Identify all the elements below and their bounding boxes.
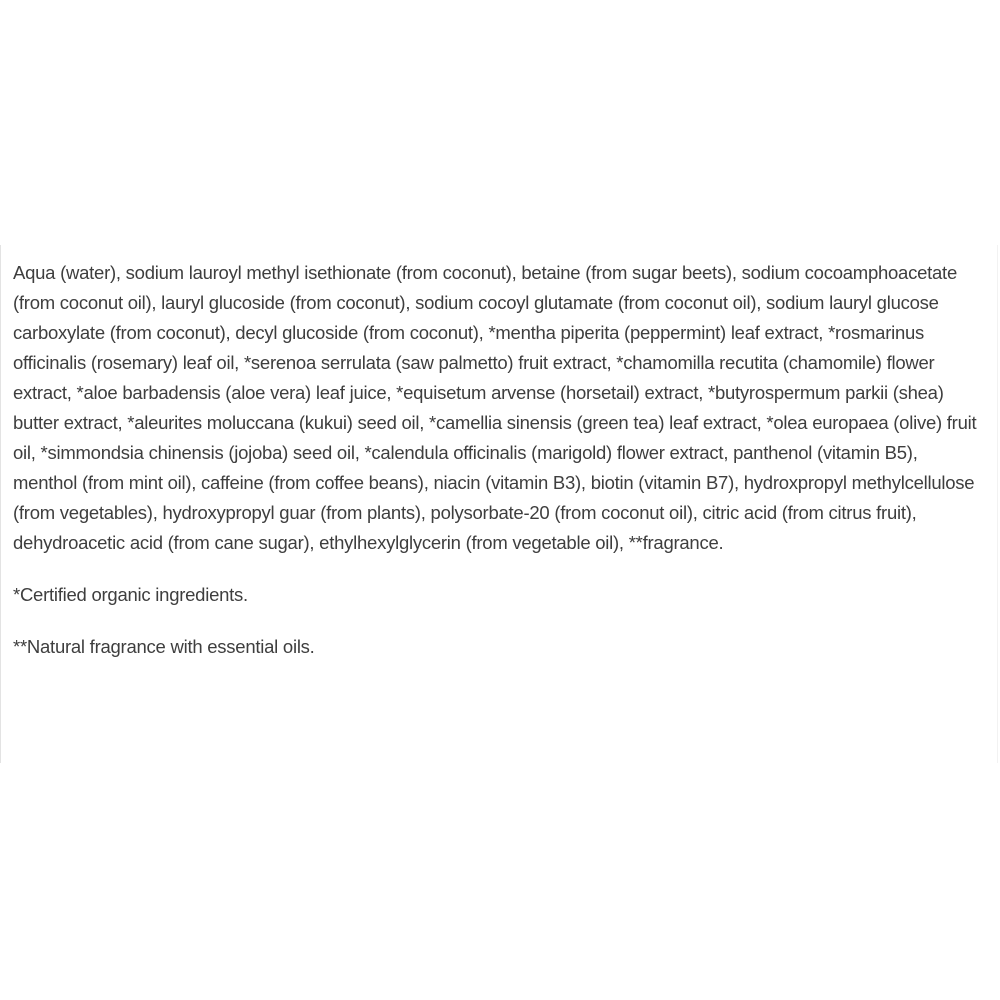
ingredients-panel [0, 245, 998, 763]
ingredients-paragraph: Aqua (water), sodium lauroyl methyl isethionate (from coconut), betaine (from sugar beets), sodium cocoamphoacetate (from coconut oil), lauryl glucoside (from coconut), sodium cocoyl glutamate (from coconut oil), sodium lauryl glucose carboxylate (from coconut), decyl glucoside (from coconut), *mentha piperita (peppermint) leaf extract, *rosmarinus officinalis (rosemary) leaf oil, *serenoa serrulata (saw palmetto) fruit extract, *chamomilla recutita (chamomile) flower extract, *aloe barbadensis (aloe vera) leaf juice, *equisetum arvense (horsetail) extract, *butyrospermum parkii (shea) butter extract, *aleurites moluccana (kukui) seed oil, *camellia sinensis (green tea) leaf extract, *olea europaea (olive) fruit oil, *simmondsia chinensis (jojoba) seed oil, *calendula officinalis (marigold) flower extract, panthenol (vitamin B5), menthol (from mint oil), caffeine (from coffee beans), niacin (vitamin B3), biotin (vitamin B7), hydroxpropyl methylcellulose (from vegetables), hydroxypropyl guar (from plants), polysorbate-20 (from coconut oil), citric acid (from citrus fruit), dehydroacetic acid (from cane sugar), ethylhexylglycerin (from vegetable oil), **fragrance. [13, 262, 977, 553]
footnote-certified-organic: *Certified organic ingredients. [13, 584, 248, 605]
footnote-natural-fragrance: **Natural fragrance with essential oils. [13, 636, 315, 657]
